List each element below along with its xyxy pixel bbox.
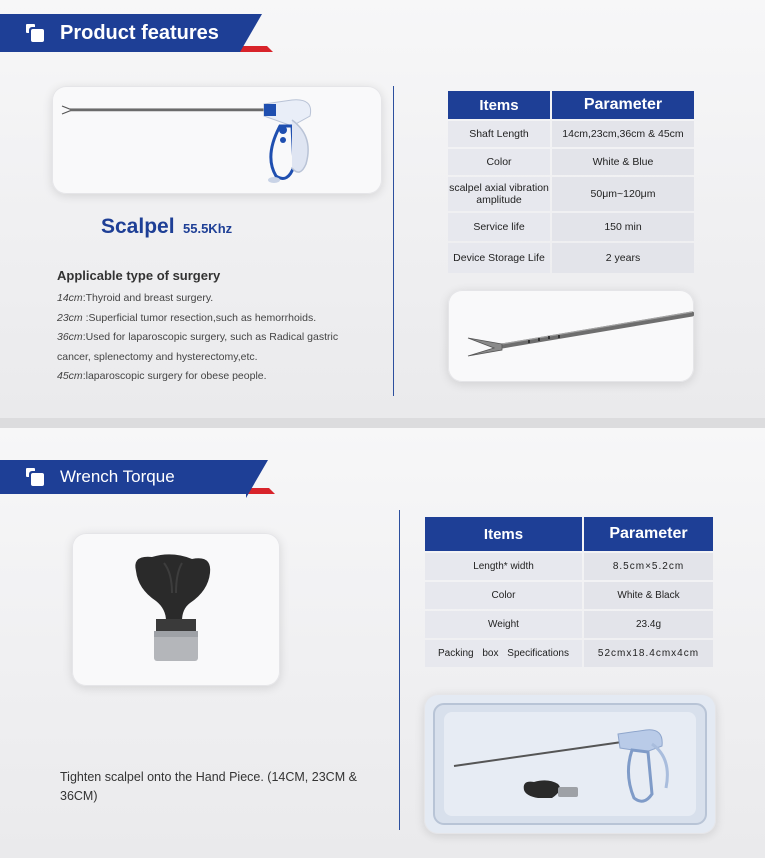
- scalpel-frequency: 55.5Khz: [183, 221, 233, 236]
- surgery-item: 23cm :Superficial tumor resection,such as hemorrhoids.: [57, 311, 317, 324]
- scalpel-illustration: [52, 86, 382, 194]
- section-icon: [26, 468, 46, 486]
- surgery-heading: Applicable type of surgery: [57, 268, 221, 283]
- scalpel-image-card: [52, 86, 382, 194]
- product-features-banner: [0, 14, 240, 52]
- wrench-spec-table: [423, 515, 715, 669]
- section-icon: [26, 24, 46, 42]
- product-spec-table: [446, 89, 696, 275]
- scalpel-name: Scalpel: [101, 215, 175, 238]
- spec-value: 50μm~120μm: [552, 177, 694, 211]
- spec-item: Color: [425, 582, 582, 609]
- packaging-tray-illustration: [424, 694, 716, 834]
- spec-item: Length* width: [425, 553, 582, 580]
- table-header-parameter: Parameter: [552, 91, 694, 119]
- surgery-item: 36cm:Used for laparoscopic surgery, such as Radical gastric: [57, 331, 339, 343]
- spec-item: Shaft Length: [448, 121, 550, 147]
- spec-value: 150 min: [552, 213, 694, 241]
- wrench-image-card: [72, 533, 280, 686]
- table-header-parameter: Parameter: [584, 517, 713, 551]
- spec-value: 8.5cm×5.2cm: [584, 553, 713, 580]
- surgery-item: 45cm:laparoscopic surgery for obese people.: [57, 370, 267, 382]
- spec-item: Weight: [425, 611, 582, 638]
- tip-closeup-card: [448, 290, 694, 382]
- spec-item: Packing box Specifications: [425, 640, 582, 667]
- table-header-items: Items: [448, 91, 550, 119]
- spec-value: 52cmx18.4cmx4cm: [584, 640, 713, 667]
- spec-value: 14cm,23cm,36cm & 45cm: [552, 121, 694, 147]
- scalpel-title: [101, 215, 232, 239]
- packaging-tray-card: [424, 694, 716, 834]
- surgery-list: [57, 289, 338, 387]
- surgery-item: 14cm:Thyroid and breast surgery.: [57, 292, 214, 304]
- scalpel-tip-illustration: [448, 290, 694, 382]
- section-separator: [0, 418, 765, 428]
- spec-item: Service life: [448, 213, 550, 241]
- spec-value: 2 years: [552, 243, 694, 273]
- banner-title: Product features: [60, 21, 219, 44]
- banner-title: Wrench Torque: [60, 467, 175, 486]
- table-header-items: Items: [425, 517, 582, 551]
- wrench-torque-banner: [0, 460, 246, 494]
- spec-item: Device Storage Life: [448, 243, 550, 273]
- spec-item: scalpel axial vibration amplitude: [448, 177, 550, 211]
- spec-value: White & Blue: [552, 149, 694, 175]
- wrench-illustration: [72, 533, 280, 686]
- divider-line: [393, 86, 394, 396]
- wrench-description: Tighten scalpel onto the Hand Piece. (14CM, 23CM & 36CM): [60, 770, 357, 803]
- surgery-item: cancer, splenectomy and hysterectomy,etc.: [57, 350, 258, 363]
- divider-line: [399, 510, 400, 830]
- spec-value: 23.4g: [584, 611, 713, 638]
- spec-value: White & Black: [584, 582, 713, 609]
- spec-item: Color: [448, 149, 550, 175]
